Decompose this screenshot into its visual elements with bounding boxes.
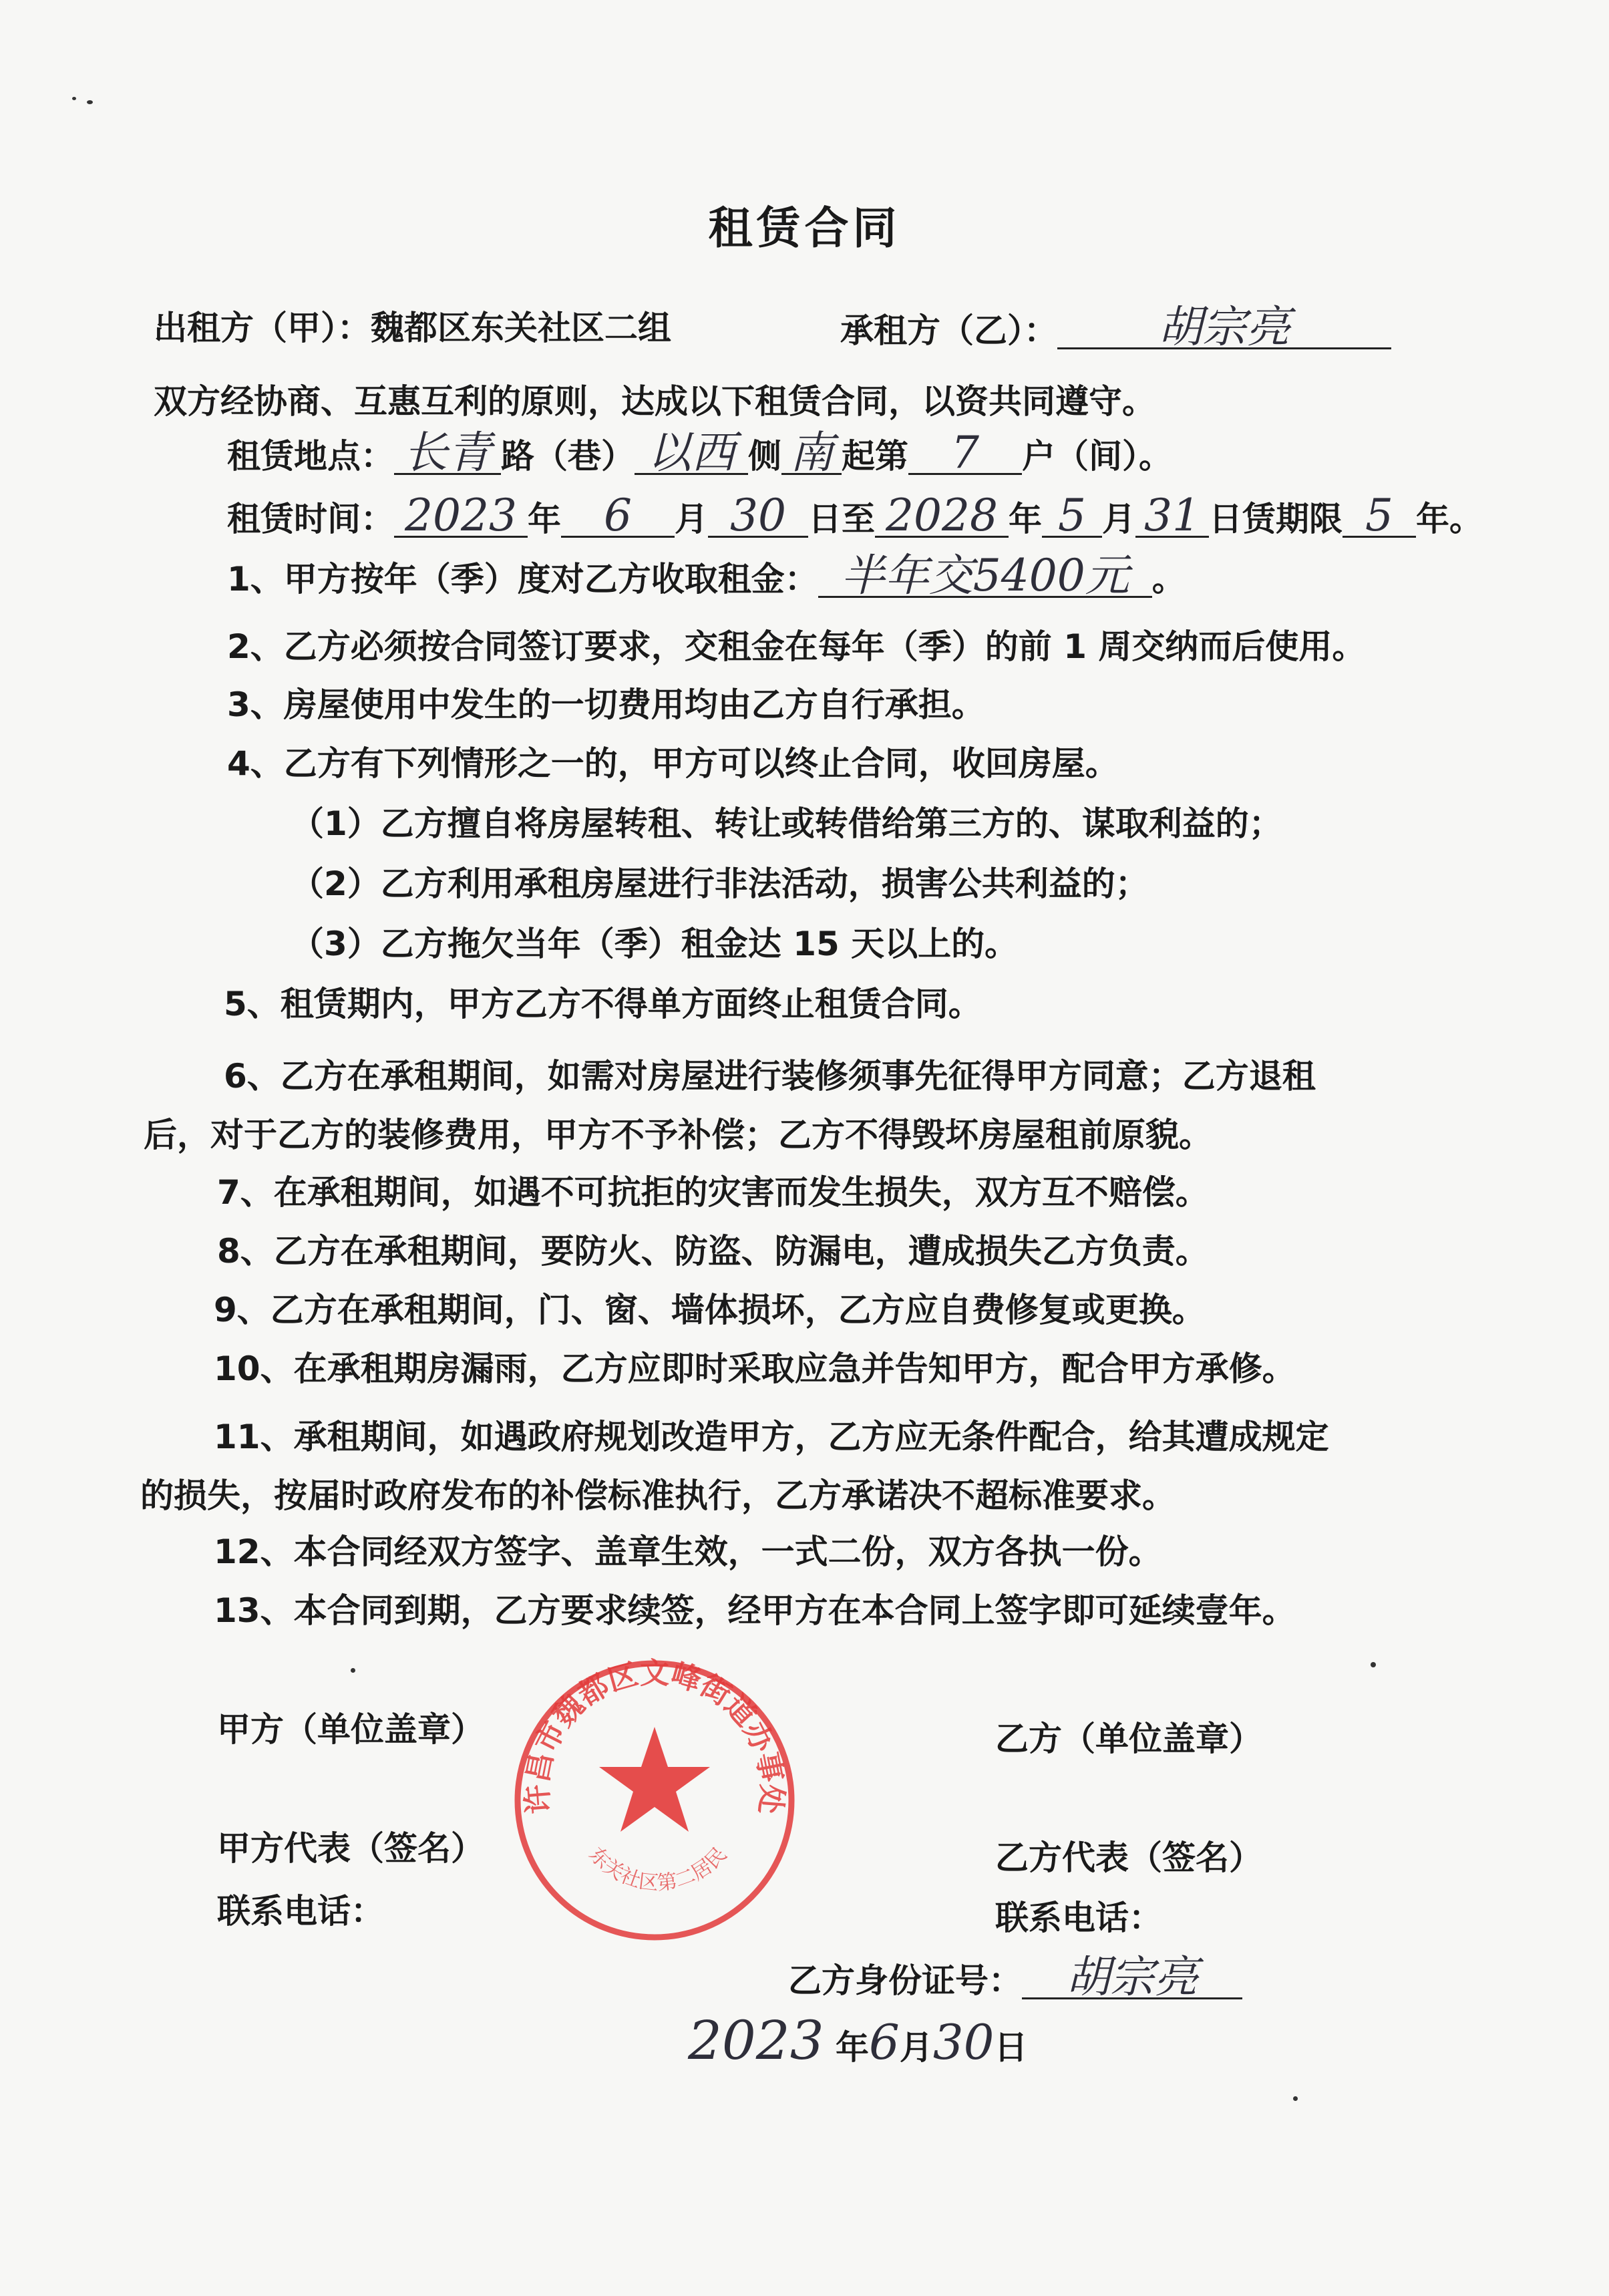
location-label: 租赁地点：	[227, 437, 394, 476]
lessee-line	[840, 301, 1391, 353]
date-year: 2023	[688, 2009, 824, 2072]
lessee-name: 胡宗亮	[1057, 307, 1391, 349]
party-a-phone-label: 联系电话：	[217, 1892, 384, 1931]
scan-speck	[87, 100, 93, 104]
direction-text: 起第	[842, 437, 908, 476]
road-value: 长青	[394, 433, 501, 475]
scan-speck	[1293, 2096, 1298, 2101]
rent-amount: 半年交5400元	[818, 556, 1152, 598]
clause-10: 10、在承租期房漏雨，乙方应即时采取应急并告知甲方，配合甲方承修。	[214, 1349, 1296, 1388]
scan-speck	[1371, 1662, 1376, 1667]
lessor-line	[154, 306, 671, 350]
start-year-text: 年	[528, 500, 561, 538]
seal-inner-text: 东关社区第二居民	[584, 1842, 732, 1896]
clause-2: 2、乙方必须按合同签订要求，交租金在每年（季）的前 1 周交纳而后使用。	[227, 627, 1366, 666]
clause-1-end: 。	[1151, 560, 1186, 599]
household-number: 7	[908, 433, 1022, 475]
clause-11b: 的损失，按届时政府发布的补偿标准执行，乙方承诺决不超标准要求。	[140, 1476, 1176, 1515]
date-month: 6	[869, 2014, 900, 2070]
clause-4: 4、乙方有下列情形之一的，甲方可以终止合同，收回房屋。	[227, 744, 1119, 783]
clause-5: 5、租赁期内，甲方乙方不得单方面终止租赁合同。	[224, 985, 982, 1023]
date-year-text: 年	[836, 2028, 870, 2067]
party-b-id-label: 乙方身份证号：	[788, 1961, 1022, 2000]
party-b-id-line	[788, 1951, 1242, 2003]
start-month: 6	[561, 496, 675, 538]
party-b-seal-label: 乙方（单位盖章）	[995, 1719, 1262, 1758]
end-month-text: 月	[1102, 500, 1135, 538]
lessor-label: 出租方（甲）：	[154, 309, 371, 347]
side-text: 侧	[748, 437, 781, 476]
clause-4-1: （1）乙方擅自将房屋转租、转让或转借给第三方的、谋取利益的；	[291, 804, 1282, 843]
years-text: 年。	[1416, 500, 1483, 538]
clause-11a: 11、承租期间，如遇政府规划改造甲方，乙方应无条件配合，给其遭成规定	[214, 1418, 1329, 1456]
page-title: 租赁合同	[708, 202, 901, 254]
clause-4-2: （2）乙方利用承租房屋进行非法活动，损害公共利益的；	[291, 864, 1149, 903]
date-day: 30	[932, 2014, 995, 2070]
party-a-seal-label: 甲方（单位盖章）	[217, 1710, 484, 1749]
limit-text: 日赁期限	[1209, 500, 1343, 538]
party-b-phone-label: 联系电话：	[995, 1899, 1162, 1937]
clause-6a: 6、乙方在承租期间，如需对房屋进行装修须事先征得甲方同意；乙方退租	[224, 1057, 1316, 1096]
clause-12: 12、本合同经双方签字、盖章生效，一式二份，双方各执一份。	[214, 1532, 1162, 1571]
start-month-text: 月	[675, 500, 708, 538]
party-b-id-signature: 胡宗亮	[1022, 1957, 1242, 1999]
direction-value: 南	[781, 433, 842, 475]
clause-7: 7、在承租期间，如遇不可抗拒的灾害而发生损失，双方互不赔偿。	[217, 1173, 1209, 1212]
period-line	[227, 490, 1483, 541]
clause-9: 9、乙方在承租期间，门、窗、墙体损坏，乙方应自费修复或更换。	[214, 1291, 1206, 1329]
clause-1	[227, 550, 1186, 601]
scan-speck	[72, 97, 76, 100]
lessor-name: 魏都区东关社区二组	[371, 309, 671, 347]
clause-3: 3、房屋使用中发生的一切费用均由乙方自行承担。	[227, 685, 985, 724]
road-text: 路（巷）	[501, 437, 635, 476]
official-seal	[508, 1653, 801, 1947]
side-value: 以西	[635, 433, 748, 475]
lease-years: 5	[1343, 496, 1416, 538]
party-a-rep-label: 甲方代表（签名）	[217, 1829, 484, 1868]
clause-6b: 后，对于乙方的装修费用，甲方不予补偿；乙方不得毁坏房屋租前原貌。	[144, 1116, 1212, 1154]
signing-date	[688, 2009, 1028, 2072]
clause-1-text: 1、甲方按年（季）度对乙方收取租金：	[227, 560, 818, 599]
date-month-text: 月	[899, 2028, 933, 2067]
scan-speck	[351, 1668, 355, 1673]
lessee-label: 承租方（乙）：	[840, 311, 1057, 350]
start-year: 2023	[394, 496, 528, 538]
clause-8: 8、乙方在承租期间，要防火、防盗、防漏电，遭成损失乙方负责。	[217, 1232, 1209, 1271]
household-text: 户（间）。	[1022, 437, 1172, 476]
intro-text: 双方经协商、互惠互利的原则，达成以下租赁合同，以资共同遵守。	[154, 382, 1155, 421]
period-label: 租赁时间：	[227, 500, 394, 538]
end-year: 2028	[875, 496, 1009, 538]
party-b-rep-label: 乙方代表（签名）	[995, 1838, 1262, 1877]
clause-13: 13、本合同到期，乙方要求续签，经甲方在本合同上签字即可延续壹年。	[214, 1591, 1296, 1630]
end-day: 31	[1135, 496, 1209, 538]
location-line	[227, 427, 1172, 478]
seal-star-icon	[599, 1727, 710, 1832]
end-year-text: 年	[1009, 500, 1042, 538]
to-text: 日至	[808, 500, 875, 538]
end-month: 5	[1042, 496, 1102, 538]
clause-4-3: （3）乙方拖欠当年（季）租金达 15 天以上的。	[291, 925, 1019, 963]
start-day: 30	[708, 496, 808, 538]
date-day-text: 日	[994, 2028, 1028, 2067]
seal-outer-text: 许昌市魏都区文峰街道办事处	[520, 1656, 789, 1816]
